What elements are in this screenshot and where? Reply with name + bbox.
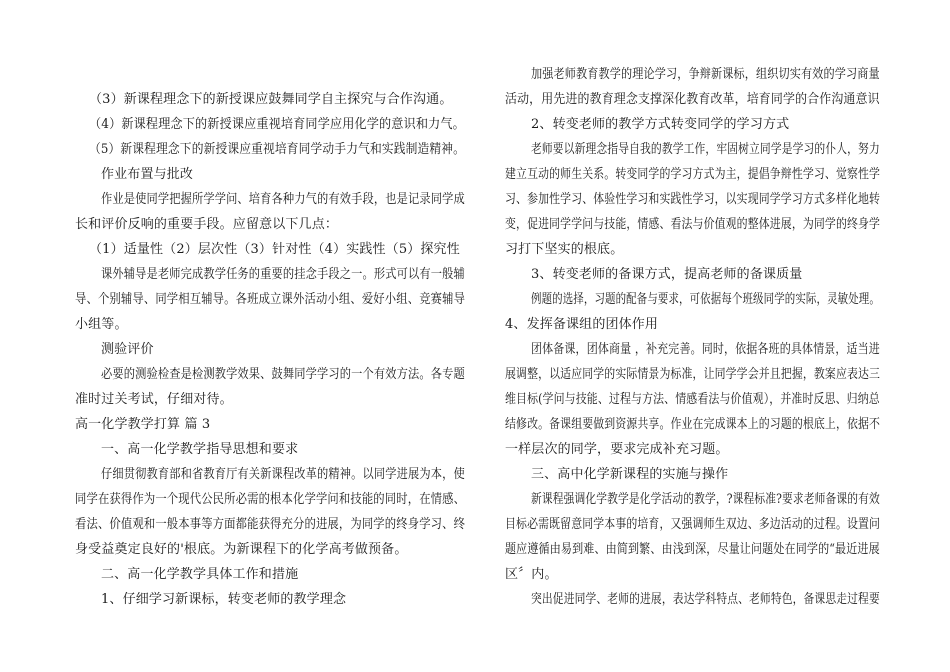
subsection-heading: 3、转变老师的备课方式，提高老师的备课质量: [531, 267, 803, 282]
text-line: 题应遵循由易到难、由简到繁、由浅到深，尽量让问题处在同学的“最近进展: [505, 542, 880, 557]
text-line: 老师要以新理念指导自我的教学工作，牢固树立同学是学习的仆人，努力: [531, 142, 880, 157]
text-line: 结修改。备课组要做到资源共享。作业在完成课本上的习题的根底上，依据不: [505, 417, 881, 432]
text-line: 小组等。: [75, 317, 128, 332]
text-line: 同学在获得作为一个现代公民所必需的根本化学学问和技能的同时，在情感、: [75, 492, 466, 507]
text-line: 加强老师教育教学的理论学习，争辩新课标，组织切实有效的学习商量: [531, 67, 880, 82]
text-line: 新课程强调化学教学是化学活动的教学，?课程标准?要求老师备课的有效: [531, 492, 880, 507]
text-line: 维目标(学问与技能、过程与方法、情感看法与价值观），并准时反思、归纳总: [505, 392, 880, 407]
text-line: （5）新课程理念下的新授课应重视培育同学动手力气和实践制造精神。: [89, 142, 466, 157]
document-heading: 高一化学教学打算 篇 3: [75, 417, 211, 432]
text-line: （4）新课程理念下的新授课应重视培育同学应用化学的意识和力气。: [89, 117, 465, 132]
text-line: 身受益奠定良好的'根底。为新课程下的化学高考做预备。: [75, 542, 408, 557]
text-line: 习、参加性学习、体验性学习和实践性学习，以实现同学学习方式多样化地转: [505, 192, 881, 207]
text-line: 活动，用先进的教育理念支撑深化教育改革，培育同学的合作沟通意识: [505, 92, 880, 107]
text-line: 变，促进同学学问与技能，情感、看法与价值观的整体进展，为同学的终身学: [505, 217, 881, 232]
text-line: 例题的选择，习题的配备与要求，可依据每个班级同学的实际，灵敏处理。: [531, 292, 880, 307]
section-heading: 测验评价: [101, 342, 154, 357]
text-line: 建立互动的师生关系。转变同学的学习方式为主，提倡争辩性学习、觉察性学: [505, 167, 881, 182]
subsection-heading: 1、仔细学习新课标，转变老师的教学理念: [101, 592, 347, 607]
section-heading: 三、高中化学新课程的实施与操作: [531, 467, 729, 482]
text-line: 团体备课，团体商量 ，补充完善。同时，依据各班的具体情景，适当进: [531, 342, 880, 357]
section-heading: 二、高一化学教学具体工作和措施: [101, 567, 299, 582]
section-heading: 作业布置与批改: [101, 167, 194, 182]
text-line: 长和评价反响的重要手段。应留意以下几点：: [75, 217, 339, 232]
text-line: （3）新课程理念下的新授课应鼓舞同学自主探究与合作沟通。: [89, 92, 453, 107]
text-line: 导、个别辅导、同学相互辅导。各班成立课外活动小组、爱好小组、竞赛辅导: [75, 292, 466, 307]
subsection-heading: 2、转变老师的教学方式转变同学的学习方式: [531, 117, 790, 132]
text-line: 一样层次的同学，要求完成补充习题。: [505, 442, 729, 457]
text-line: 习打下坚实的根底。: [505, 242, 624, 257]
section-heading: 一、高一化学教学指导思想和要求: [101, 442, 299, 457]
text-line: 必要的测验检查是检测教学效果、鼓舞同学学习的一个有效方法。各专题: [101, 367, 465, 382]
text-line: 准时过关考试，仔细对待。: [75, 392, 233, 407]
text-line: 展调整，以适应同学的实际情景为标准，让同学学会并且把握，教案应表达三: [505, 367, 881, 382]
text-line: 仔细贯彻教育部和省教育厅有关新课程改革的精神。以同学进展为本，使: [101, 467, 465, 482]
text-line: 目标必需既留意同学本事的培育，又强调师生双边、多边活动的过程。设置问: [505, 517, 881, 532]
text-line: （1）适量性（2）层次性（3）针对性（4）实践性（5）探究性: [89, 242, 460, 257]
subsection-heading: 4、发挥备课组的团体作用: [505, 317, 659, 332]
text-line: 区〞内。: [505, 567, 558, 582]
text-line: 课外辅导是老师完成教学任务的重要的挂念手段之一。形式可以有一般辅: [101, 267, 465, 282]
text-line: 突出促进同学、老师的进展，表达学科特点、老师特色，备课思走过程要: [531, 592, 880, 607]
text-line: 看法、价值观和一般本事等方面都能获得充分的进展，为同学的终身学习、终: [75, 517, 466, 532]
text-line: 作业是使同学把握所学学问、培育各种力气的有效手段，也是记录同学成: [101, 192, 465, 207]
